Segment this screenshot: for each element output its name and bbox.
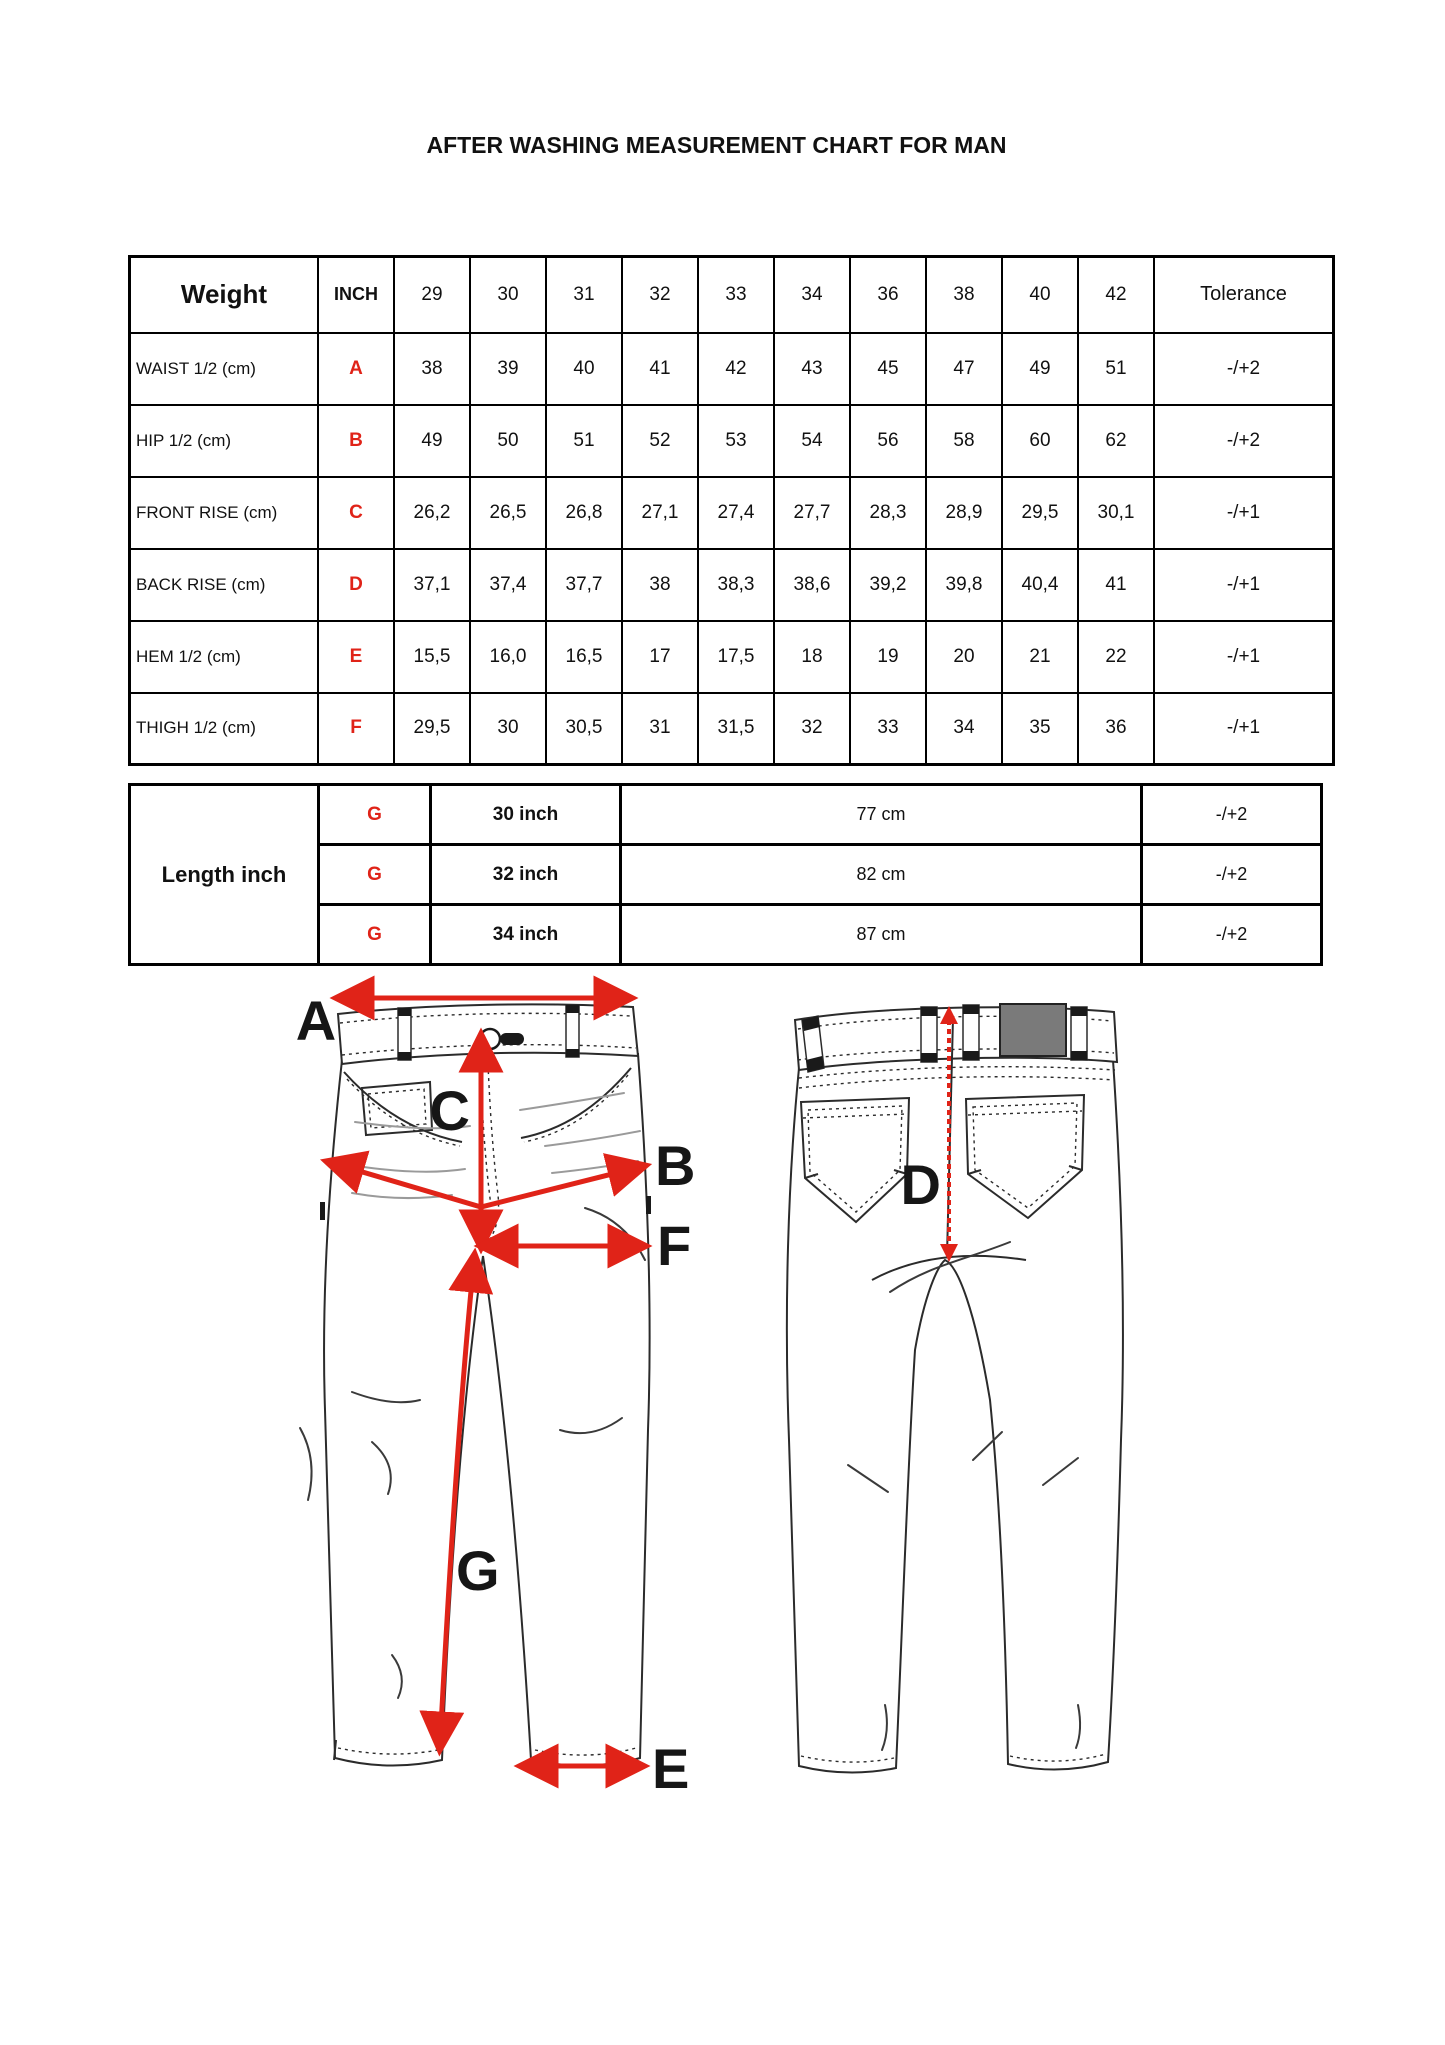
size-table-body [130,333,1334,765]
size-col-header: 36 [850,257,926,333]
length-row [130,785,1322,845]
row-tolerance: -/+1 [1154,621,1334,693]
front-belt-loop [566,1005,579,1057]
size-value: 35 [1002,693,1078,765]
size-value: 38,6 [774,549,850,621]
length-tolerance: -/+2 [1142,785,1322,845]
label-g: G [456,1539,500,1602]
size-value: 41 [1078,549,1154,621]
size-value: 51 [1078,333,1154,405]
row-code: B [318,405,394,477]
back-belt-loop [1071,1007,1087,1060]
length-cm-value: 87 cm [621,905,1142,965]
front-belt-loop [398,1008,411,1060]
length-code: G [319,905,431,965]
size-value: 38,3 [698,549,774,621]
back-jeans-drawing [787,1004,1123,1773]
length-cm-value: 82 cm [621,845,1142,905]
size-value: 33 [850,693,926,765]
size-value: 56 [850,405,926,477]
size-value: 37,7 [546,549,622,621]
row-label: FRONT RISE (cm) [130,477,319,549]
size-value: 29,5 [1002,477,1078,549]
size-value: 22 [1078,621,1154,693]
size-value: 27,7 [774,477,850,549]
size-value: 16,5 [546,621,622,693]
size-value: 37,4 [470,549,546,621]
size-value: 42 [698,333,774,405]
size-value: 47 [926,333,1002,405]
length-inch-value: 32 inch [431,845,621,905]
size-value: 21 [1002,621,1078,693]
front-jeans-drawing [296,989,696,1800]
size-value: 30,5 [546,693,622,765]
size-col-header: 42 [1078,257,1154,333]
back-jeans-body [787,1056,1123,1773]
size-col-header: 38 [926,257,1002,333]
length-inch-value: 34 inch [431,905,621,965]
size-value: 27,4 [698,477,774,549]
back-belt-loop [921,1007,937,1062]
size-value: 18 [774,621,850,693]
size-col-header: 33 [698,257,774,333]
size-col-header: 40 [1002,257,1078,333]
size-value: 62 [1078,405,1154,477]
size-value: 34 [926,693,1002,765]
row-code: A [318,333,394,405]
size-value: 28,9 [926,477,1002,549]
length-table-label: Length inch [130,785,319,965]
size-value: 39,2 [850,549,926,621]
size-row [130,621,1334,693]
row-code: D [318,549,394,621]
size-value: 17 [622,621,698,693]
size-value: 30,1 [1078,477,1154,549]
size-value: 37,1 [394,549,470,621]
size-value: 45 [850,333,926,405]
row-label: WAIST 1/2 (cm) [130,333,319,405]
size-value: 52 [622,405,698,477]
row-code: F [318,693,394,765]
size-value: 30 [470,693,546,765]
row-tolerance: -/+1 [1154,693,1334,765]
front-button-tab [500,1033,524,1045]
back-patch-label [1000,1004,1066,1056]
size-value: 36 [1078,693,1154,765]
size-col-header: 31 [546,257,622,333]
size-value: 16,0 [470,621,546,693]
size-value: 39 [470,333,546,405]
length-code: G [319,785,431,845]
size-value: 49 [1002,333,1078,405]
size-value: 43 [774,333,850,405]
size-col-header: 32 [622,257,698,333]
size-value: 19 [850,621,926,693]
label-e: E [652,1737,690,1800]
length-tolerance: -/+2 [1142,905,1322,965]
length-code: G [319,845,431,905]
row-label: HEM 1/2 (cm) [130,621,319,693]
size-header-row [130,257,1334,333]
label-d: D [900,1153,941,1216]
row-code: E [318,621,394,693]
size-value: 17,5 [698,621,774,693]
row-tolerance: -/+2 [1154,405,1334,477]
label-f: F [657,1214,692,1277]
size-col-header: 30 [470,257,546,333]
label-b: B [655,1134,696,1197]
length-cm-value: 77 cm [621,785,1142,845]
size-value: 40 [546,333,622,405]
size-row [130,405,1334,477]
size-value: 38 [394,333,470,405]
size-value: 39,8 [926,549,1002,621]
size-col-header: 34 [774,257,850,333]
length-inch-value: 30 inch [431,785,621,845]
size-row [130,693,1334,765]
label-a: A [295,989,337,1052]
size-value: 31 [622,693,698,765]
length-table [128,783,1323,966]
size-value: 29,5 [394,693,470,765]
size-value: 32 [774,693,850,765]
row-tolerance: -/+1 [1154,549,1334,621]
size-value: 28,3 [850,477,926,549]
size-value: 20 [926,621,1002,693]
size-value: 26,5 [470,477,546,549]
size-value: 31,5 [698,693,774,765]
size-value: 26,8 [546,477,622,549]
size-value: 26,2 [394,477,470,549]
size-row [130,549,1334,621]
jeans-measurement-diagram [0,960,1445,1900]
row-label: BACK RISE (cm) [130,549,319,621]
front-jeans-body [324,1051,650,1766]
size-value: 38 [622,549,698,621]
size-value: 15,5 [394,621,470,693]
size-value: 53 [698,405,774,477]
size-col-header: 29 [394,257,470,333]
back-belt-loop [963,1005,979,1060]
size-value: 51 [546,405,622,477]
size-table [128,255,1335,766]
row-tolerance: -/+2 [1154,333,1334,405]
row-label: HIP 1/2 (cm) [130,405,319,477]
page-title: AFTER WASHING MEASUREMENT CHART FOR MAN [426,132,1007,158]
row-tolerance: -/+1 [1154,477,1334,549]
label-c: C [429,1079,470,1142]
size-value: 50 [470,405,546,477]
weight-header: Weight [130,257,319,333]
row-code: C [318,477,394,549]
length-tolerance: -/+2 [1142,845,1322,905]
size-value: 27,1 [622,477,698,549]
tolerance-header: Tolerance [1154,257,1334,333]
size-value: 60 [1002,405,1078,477]
size-value: 58 [926,405,1002,477]
size-row [130,333,1334,405]
size-row [130,477,1334,549]
size-value: 40,4 [1002,549,1078,621]
size-value: 54 [774,405,850,477]
row-label: THIGH 1/2 (cm) [130,693,319,765]
size-value: 41 [622,333,698,405]
size-value: 49 [394,405,470,477]
inch-header: INCH [318,257,394,333]
